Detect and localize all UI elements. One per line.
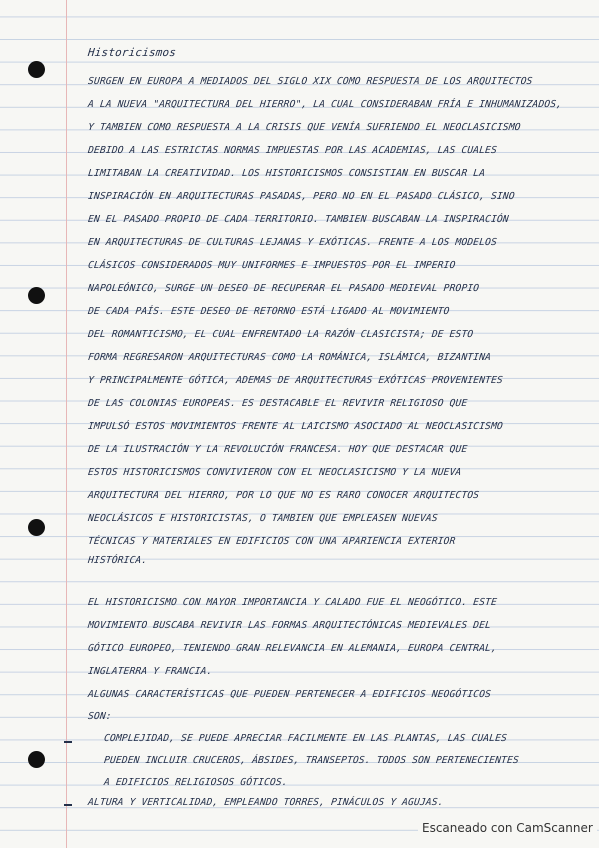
text-line: DEBIDO A LAS ESTRICTAS NORMAS IMPUESTAS POR LAS ACADEMIAS, LAS CUALES <box>87 145 498 156</box>
text-line: NAPOLEÓNICO, SURGE UN DESEO DE RECUPERAR EL PASADO MEDIEVAL PROPIO <box>87 283 480 294</box>
text-line: TÉCNICAS Y MATERIALES EN EDIFICIOS CON UNA APARIENCIA EXTERIOR <box>87 536 456 547</box>
text-line: MOVIMIENTO BUSCABA REVIVIR LAS FORMAS ARQUITECTÓNICAS MEDIEVALES DEL <box>87 620 492 631</box>
text-line: IMPULSÓ ESTOS MOVIMIENTOS FRENTE AL LAICISMO ASOCIADO AL NEOCLASICISMO <box>87 421 504 432</box>
text-line: ALGUNAS CARACTERÍSTICAS QUE PUEDEN PERTENECER A EDIFICIOS NEOGÓTICOS <box>87 689 492 700</box>
binder-hole <box>28 751 45 768</box>
text-line: SON: <box>87 711 113 722</box>
text-line: FORMA REGRESARON ARQUITECTURAS COMO LA ROMÁNICA, ISLÁMICA, BIZANTINA <box>87 352 492 363</box>
text-line: INSPIRACIÓN EN ARQUITECTURAS PASADAS, PERO NO EN EL PASADO CLÁSICO, SINO <box>87 191 516 202</box>
text-line: Y TAMBIEN COMO RESPUESTA A LA CRISIS QUE VENÍA SUFRIENDO EL NEOCLASICISMO <box>87 122 522 133</box>
text-line: DEL ROMANTICISMO, EL CUAL ENFRENTADO LA RAZÓN CLASICISTA; DE ESTO <box>87 329 474 340</box>
text-line: LIMITABAN LA CREATIVIDAD. LOS HISTORICISMOS CONSISTIAN EN BUSCAR LA <box>87 168 486 179</box>
binder-hole <box>28 287 45 304</box>
text-line: EN EL PASADO PROPIO DE CADA TERRITORIO. TAMBIEN BUSCABAN LA INSPIRACIÓN <box>87 214 510 225</box>
bullet-dash <box>64 741 72 743</box>
text-line: EL HISTORICISMO CON MAYOR IMPORTANCIA Y CALADO FUE EL NEOGÓTICO. ESTE <box>87 597 498 608</box>
text-line: DE LA ILUSTRACIÓN Y LA REVOLUCIÓN FRANCESA. HOY QUE DESTACAR QUE <box>87 444 468 455</box>
text-line: EN ARQUITECTURAS DE CULTURAS LEJANAS Y EXÓTICAS. FRENTE A LOS MODELOS <box>87 237 498 248</box>
scanner-watermark: Escaneado con CamScanner <box>418 821 597 835</box>
text-line: INGLATERRA Y FRANCIA. <box>87 666 214 677</box>
text-line: HISTÓRICA. <box>87 555 148 566</box>
text-line: ARQUITECTURA DEL HIERRO, POR LO QUE NO ES RARO CONOCER ARQUITECTOS <box>87 490 480 501</box>
bullet-text-line: PUEDEN INCLUIR CRUCEROS, ÁBSIDES, TRANSEPTOS. TODOS SON PERTENECIENTES <box>103 755 520 766</box>
text-line: Y PRINCIPALMENTE GÓTICA, ADEMAS DE ARQUITECTURAS EXÓTICAS PROVENIENTES <box>87 375 504 386</box>
text-line: A LA NUEVA "ARQUITECTURA DEL HIERRO", LA CUAL CONSIDERABAN FRÍA E INHUMANIZADOS, <box>87 99 563 110</box>
binder-hole <box>28 519 45 536</box>
text-line: SURGEN EN EUROPA A MEDIADOS DEL SIGLO XIX COMO RESPUESTA DE LOS ARQUITECTOS <box>87 76 534 87</box>
bullet-text-line: COMPLEJIDAD, SE PUEDE APRECIAR FACILMENTE EN LAS PLANTAS, LAS CUALES <box>103 733 508 744</box>
text-line: DE CADA PAÍS. ESTE DESEO DE RETORNO ESTÁ LIGADO AL MOVIMIENTO <box>87 306 451 317</box>
binder-hole <box>28 61 45 78</box>
bullet-text-line: A EDIFICIOS RELIGIOSOS GÓTICOS. <box>103 777 289 788</box>
bullet-text-line: ALTURA Y VERTICALIDAD, EMPLEANDO TORRES, PINÁCULOS Y AGUJAS. <box>87 797 445 808</box>
text-line: ESTOS HISTORICISMOS CONVIVIERON CON EL NEOCLASICISMO Y LA NUEVA <box>87 467 462 478</box>
text-line: GÓTICO EUROPEO, TENIENDO GRAN RELEVANCIA EN ALEMANIA, EUROPA CENTRAL, <box>87 643 498 654</box>
bullet-dash <box>64 804 72 806</box>
text-line: DE LAS COLONIAS EUROPEAS. ES DESTACABLE EL REVIVIR RELIGIOSO QUE <box>87 398 468 409</box>
text-line: NEOCLÁSICOS E HISTORICISTAS, O TAMBIEN QUE EMPLEASEN NUEVAS <box>87 513 439 524</box>
text-line: CLÁSICOS CONSIDERADOS MUY UNIFORMES E IMPUESTOS POR EL IMPERIO <box>87 260 456 271</box>
document-title: Historicismos <box>87 46 177 59</box>
